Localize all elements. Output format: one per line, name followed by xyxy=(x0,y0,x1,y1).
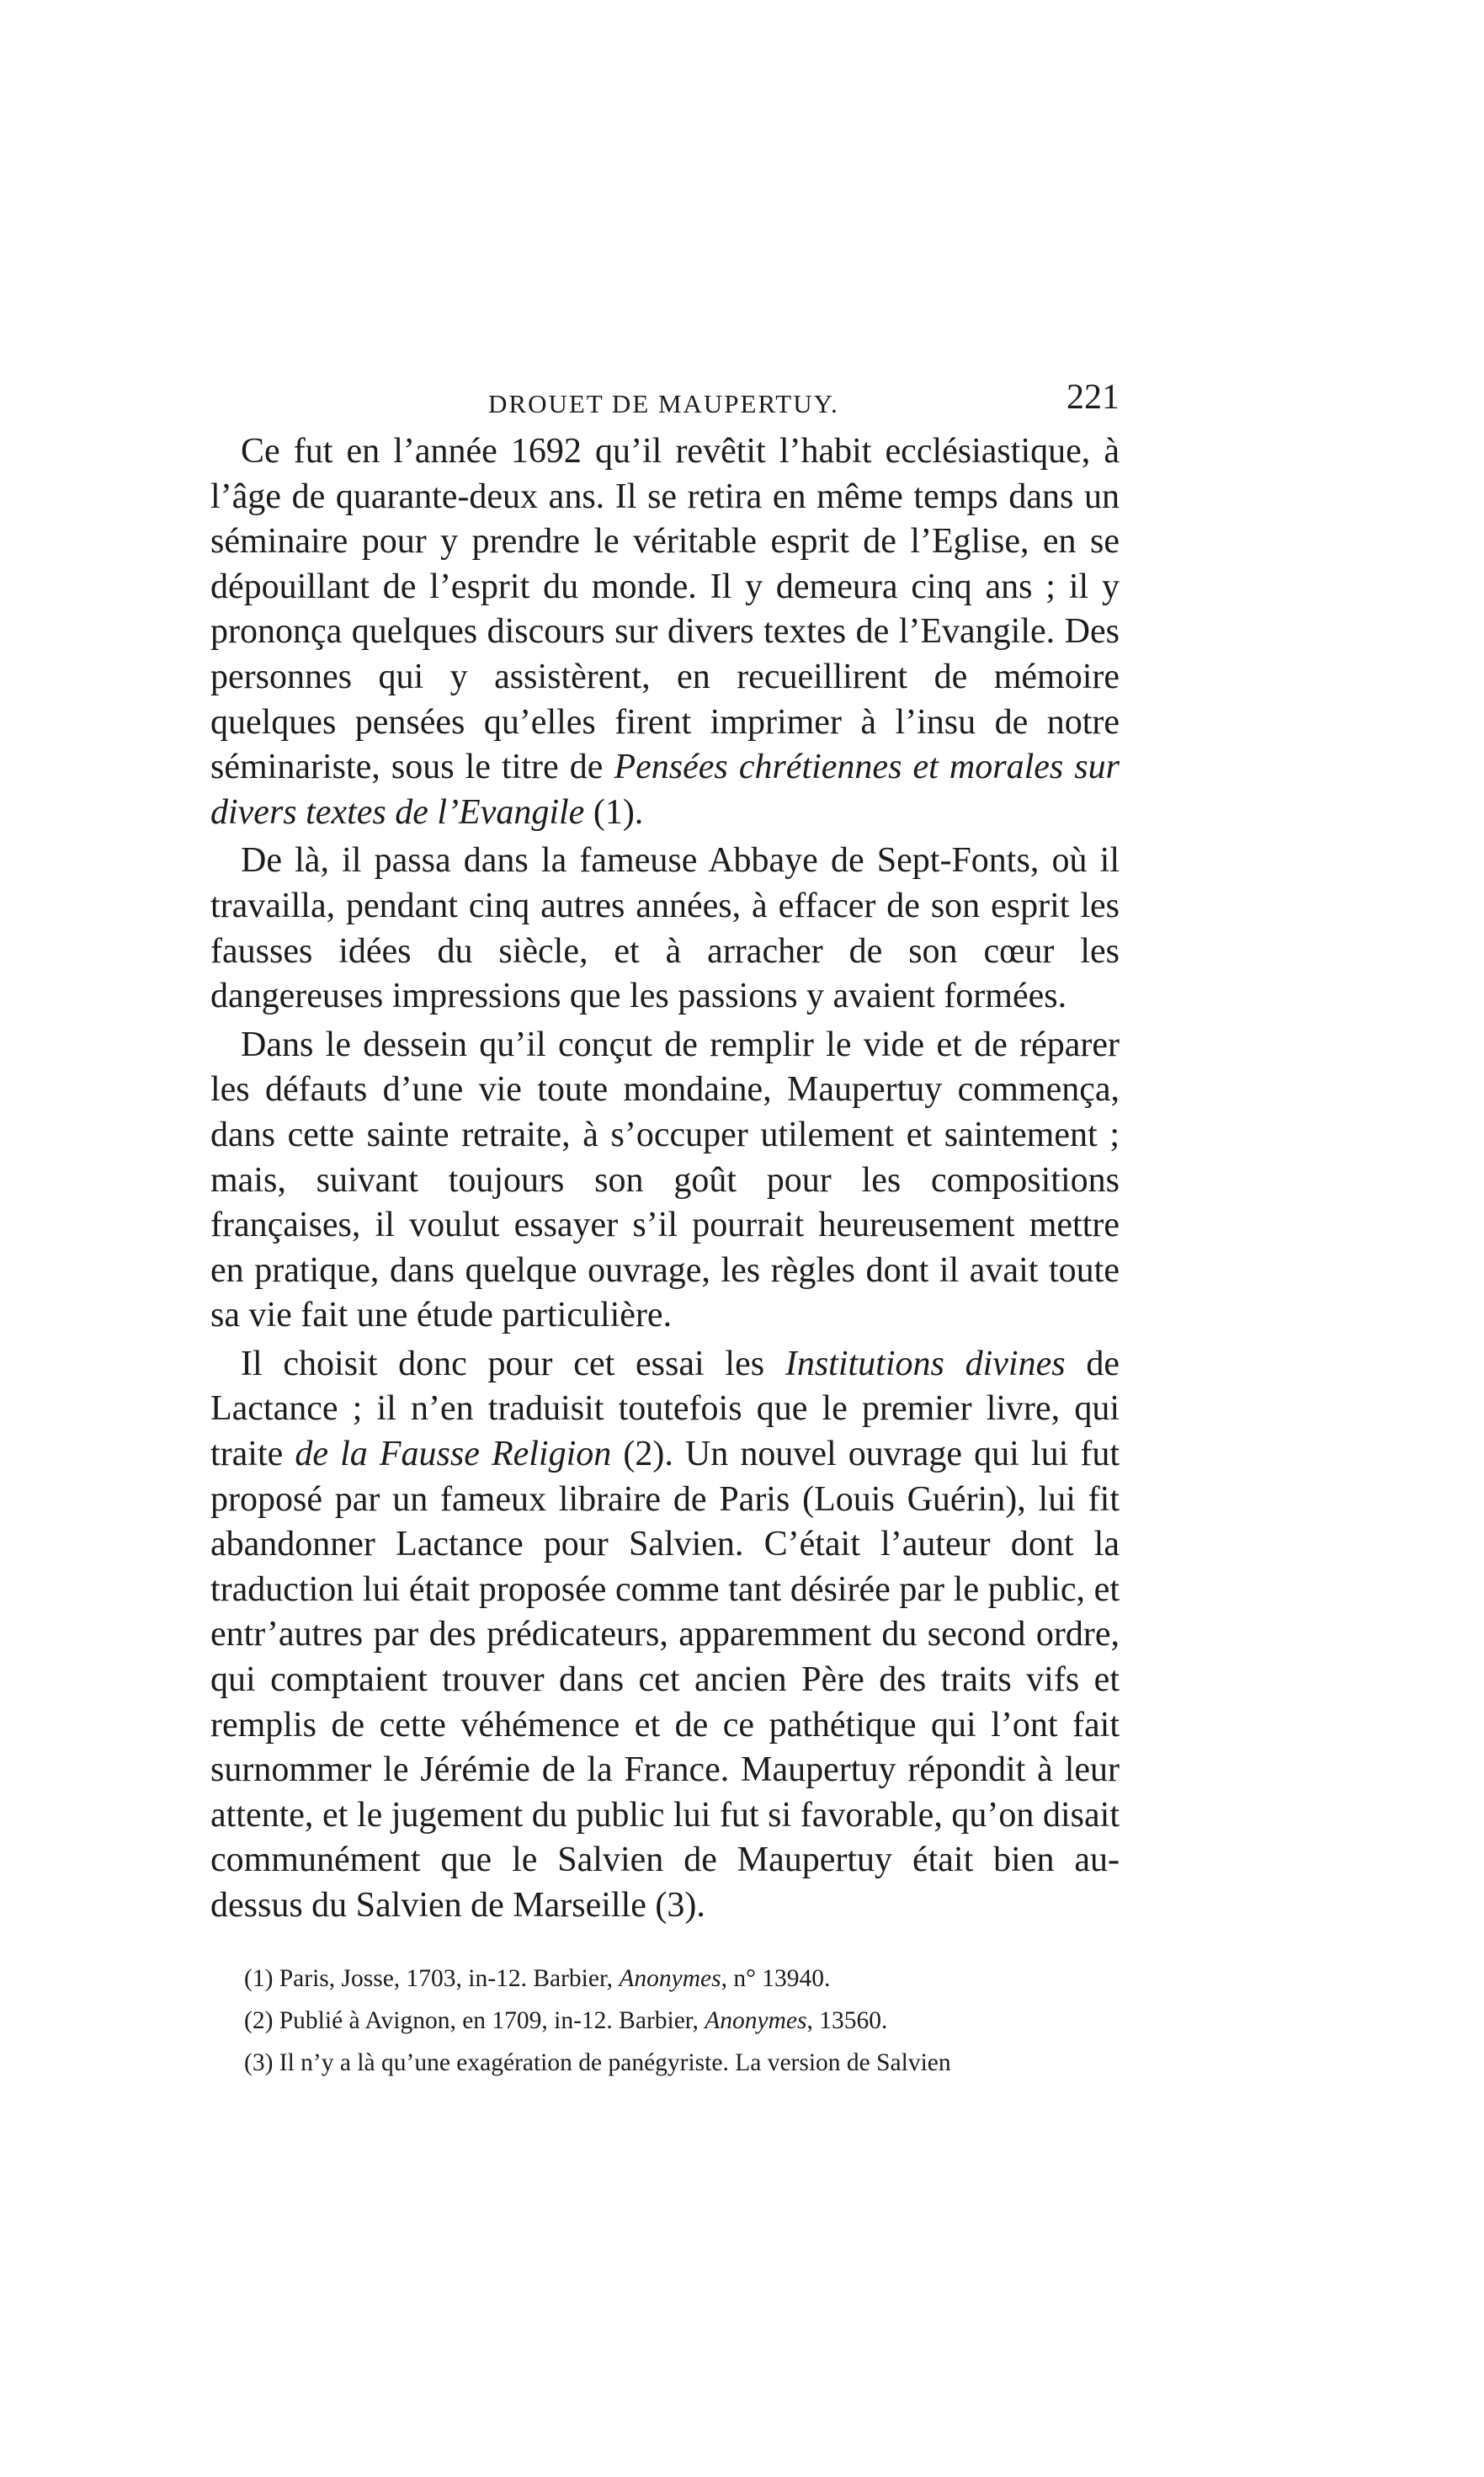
text-run: Dans le dessein qu’il conçut de remplir le vide et de réparer les défauts d’une vie toute mondaine, Maupertuy commença, dans cette sainte retraite, à s’occuper utilement et saintement ; mais, suivant toujours son goût pour les compositions françaises, il voulut essayer s’il pourrait heureusement mettre en pratique, dans quelque ouvrage, les règles dont il avait toute sa vie fait une étude particulière. xyxy=(210,1025,1120,1335)
citation-italic: Anonymes xyxy=(705,2006,807,2034)
text-run: Il choisit donc pour cet essai les xyxy=(241,1344,785,1383)
page-number: 221 xyxy=(1066,378,1120,417)
footnote-1 xyxy=(210,1958,1120,2000)
text-run: Ce fut en l’année 1692 qu’il revêtit l’habit ecclésiastique, à l’âge de quarante-deux ans. Il se retira en même temps dans un séminaire pour y prendre le véritable esprit de l’Eglise, en se dépouillant de l’esprit du monde. Il y demeura cinq ans ; il y prononça quelques discours sur divers textes de l’Evangile. Des personnes qui y assistèrent, en recueillirent de mémoire quelques pensées qu’elles firent imprimer à l’insu de notre séminariste, sous le titre de xyxy=(210,432,1120,787)
footnote-2 xyxy=(210,2000,1120,2042)
text-run: (1). xyxy=(584,792,644,832)
text-run: , 13560. xyxy=(806,2006,888,2034)
book-title-fausse-religion: de la Fausse Religion xyxy=(295,1435,612,1474)
book-page xyxy=(210,370,1120,2084)
text-run: de Lactance ; il n’en traduisit toutefois que le premier livre, qui traite xyxy=(210,1344,1120,1474)
text-run: , n° 13940. xyxy=(721,1964,831,1992)
text-run: (2) Publié à Avignon, en 1709, in-12. Barbier, xyxy=(244,2006,705,2034)
paragraph xyxy=(210,429,1120,835)
body-text xyxy=(210,429,1120,1929)
text-run: (2). Un nouvel ouvrage qui lui fut proposé par un fameux libraire de Paris (Louis Guérin), lui fit abandonner Lactance pour Salvien. C’était l’auteur dont la traduction lui était proposée comme tant désirée par le public, et entr’autres par des prédicateurs, apparemment du second ordre, qui comptaient trouver dans cet ancien Père des traits vifs et remplis de cette véhémence et de ce pathétique qui l’ont fait surnommer le Jérémie de la France. Maupertuy répondit à leur attente, et le jugement du public lui fut si favorable, qu’on disait communément que le Salvien de Maupertuy était bien au-dessus du Salvien de Marseille (3). xyxy=(210,1435,1120,1925)
paragraph xyxy=(210,1342,1120,1929)
running-head xyxy=(210,370,1120,429)
running-title: DROUET DE MAUPERTUY. xyxy=(488,389,839,418)
footnote-3 xyxy=(210,2042,1120,2084)
paragraph xyxy=(210,839,1120,1019)
book-title-institutions: Institutions divines xyxy=(785,1344,1066,1383)
footnotes xyxy=(210,1958,1120,2084)
paragraph xyxy=(210,1023,1120,1339)
text-run: (3) Il n’y a là qu’une exagération de panégyriste. La version de Salvien xyxy=(244,2048,951,2076)
book-title-pensees: Pensées chrétiennes et morales sur divers textes de l’Evangile xyxy=(210,748,1120,832)
text-run: (1) Paris, Josse, 1703, in-12. Barbier, xyxy=(244,1964,620,1992)
citation-italic: Anonymes xyxy=(619,1964,721,1992)
text-run: De là, il passa dans la fameuse Abbaye de Sept-Fonts, où il travailla, pendant cinq autres années, à effacer de son esprit les fausses idées du siècle, et à arracher de son cœur les dangereuses impressions que les passions y avaient formées. xyxy=(210,841,1120,1016)
